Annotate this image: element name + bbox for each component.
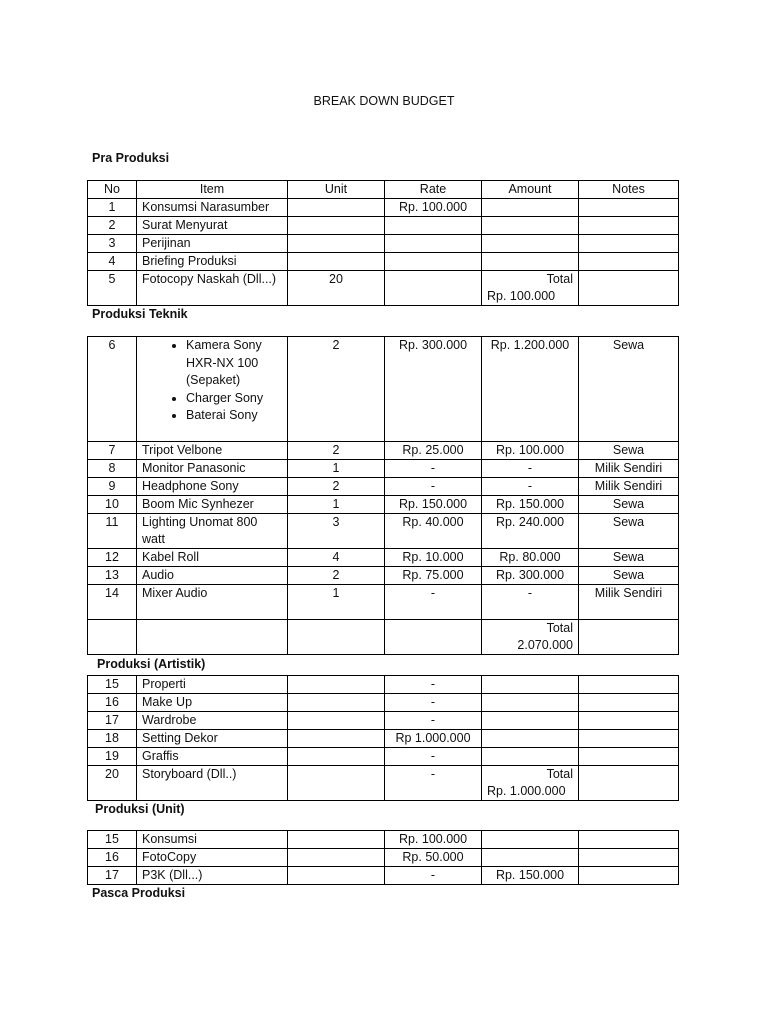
cell-amount: Rp. 240.000 bbox=[482, 514, 579, 549]
header-rate: Rate bbox=[385, 181, 482, 199]
cell-unit: 2 bbox=[288, 337, 385, 442]
equipment-list bbox=[142, 337, 282, 425]
cell-no: 1 bbox=[88, 199, 137, 217]
table-row bbox=[88, 271, 679, 306]
table-row bbox=[88, 585, 679, 620]
cell-unit bbox=[288, 253, 385, 271]
cell-notes bbox=[579, 849, 679, 867]
cell-unit bbox=[288, 849, 385, 867]
table-row bbox=[88, 337, 679, 442]
cell-no: 3 bbox=[88, 235, 137, 253]
cell-rate: - bbox=[385, 766, 482, 801]
cell-notes bbox=[579, 730, 679, 748]
table-row bbox=[88, 514, 679, 549]
cell-no: 5 bbox=[88, 271, 137, 306]
cell-item: Fotocopy Naskah (Dll...) bbox=[137, 271, 288, 306]
total-label: Total bbox=[546, 767, 573, 781]
cell-unit: 2 bbox=[288, 442, 385, 460]
cell-notes bbox=[579, 253, 679, 271]
cell-rate: Rp. 10.000 bbox=[385, 549, 482, 567]
cell-amount bbox=[482, 849, 579, 867]
cell-notes: Sewa bbox=[579, 567, 679, 585]
cell-rate: Rp. 100.000 bbox=[385, 199, 482, 217]
cell-notes: Sewa bbox=[579, 337, 679, 442]
cell-no: 12 bbox=[88, 549, 137, 567]
cell-rate: - bbox=[385, 460, 482, 478]
cell-item: Konsumsi Narasumber bbox=[137, 199, 288, 217]
header-unit: Unit bbox=[288, 181, 385, 199]
header-item: Item bbox=[137, 181, 288, 199]
cell-item: P3K (Dll...) bbox=[137, 867, 288, 885]
cell-notes bbox=[579, 271, 679, 306]
cell-no: 2 bbox=[88, 217, 137, 235]
list-item: • Baterai Sony bbox=[186, 407, 282, 425]
table-row bbox=[88, 831, 679, 849]
cell-rate: Rp. 50.000 bbox=[385, 849, 482, 867]
cell-amount bbox=[482, 676, 579, 694]
cell-notes: Milik Sendiri bbox=[579, 478, 679, 496]
cell-unit bbox=[288, 694, 385, 712]
table-row bbox=[88, 730, 679, 748]
produksi-teknik-table bbox=[87, 336, 679, 655]
header-notes: Notes bbox=[579, 181, 679, 199]
cell-rate: - bbox=[385, 867, 482, 885]
cell-amount: Rp. 150.000 bbox=[482, 496, 579, 514]
total-amount: Rp. 1.000.000 bbox=[487, 784, 566, 798]
table-row bbox=[88, 849, 679, 867]
cell-no: 16 bbox=[88, 694, 137, 712]
table-row bbox=[88, 496, 679, 514]
table-row bbox=[88, 217, 679, 235]
cell-amount: Rp. 150.000 bbox=[482, 867, 579, 885]
cell-item: Boom Mic Synhezer bbox=[137, 496, 288, 514]
section-heading-produksi-unit: Produksi (Unit) bbox=[95, 802, 185, 816]
cell-item: Wardrobe bbox=[137, 712, 288, 730]
cell-amount bbox=[482, 712, 579, 730]
cell-notes bbox=[579, 676, 679, 694]
cell-unit bbox=[288, 199, 385, 217]
cell-no: 16 bbox=[88, 849, 137, 867]
cell-no: 4 bbox=[88, 253, 137, 271]
cell-no: 10 bbox=[88, 496, 137, 514]
cell-notes bbox=[579, 831, 679, 849]
cell-no: 6 bbox=[88, 337, 137, 442]
cell-rate: - bbox=[385, 712, 482, 730]
cell-rate: - bbox=[385, 478, 482, 496]
total-label: Total bbox=[546, 621, 573, 635]
cell-no: 15 bbox=[88, 831, 137, 849]
cell-unit bbox=[288, 235, 385, 253]
produksi-artistik-table bbox=[87, 675, 679, 801]
cell-amount-total bbox=[482, 620, 579, 655]
cell-notes: Sewa bbox=[579, 514, 679, 549]
cell-amount: Rp. 300.000 bbox=[482, 567, 579, 585]
cell-no: 17 bbox=[88, 712, 137, 730]
cell-no: 17 bbox=[88, 867, 137, 885]
cell-item: Headphone Sony bbox=[137, 478, 288, 496]
table-row bbox=[88, 442, 679, 460]
cell-item: Mixer Audio bbox=[137, 585, 288, 620]
cell-item: Storyboard (Dll..) bbox=[137, 766, 288, 801]
header-no: No bbox=[88, 181, 137, 199]
cell-amount bbox=[482, 748, 579, 766]
cell-empty bbox=[88, 620, 137, 655]
cell-unit: 20 bbox=[288, 271, 385, 306]
cell-item: Audio bbox=[137, 567, 288, 585]
page-title: BREAK DOWN BUDGET bbox=[313, 94, 455, 108]
cell-amount: - bbox=[482, 585, 579, 620]
cell-unit bbox=[288, 831, 385, 849]
cell-unit: 4 bbox=[288, 549, 385, 567]
total-amount: Rp. 100.000 bbox=[487, 289, 556, 303]
cell-rate: Rp. 75.000 bbox=[385, 567, 482, 585]
cell-no: 15 bbox=[88, 676, 137, 694]
cell-empty bbox=[137, 620, 288, 655]
cell-notes bbox=[579, 748, 679, 766]
total-row bbox=[88, 620, 679, 655]
cell-amount: Rp. 80.000 bbox=[482, 549, 579, 567]
table-row bbox=[88, 235, 679, 253]
table-row bbox=[88, 567, 679, 585]
cell-item-list bbox=[137, 337, 288, 442]
cell-rate: - bbox=[385, 748, 482, 766]
cell-notes bbox=[579, 867, 679, 885]
cell-no: 8 bbox=[88, 460, 137, 478]
cell-no: 18 bbox=[88, 730, 137, 748]
cell-unit bbox=[288, 217, 385, 235]
table-row bbox=[88, 478, 679, 496]
cell-no: 20 bbox=[88, 766, 137, 801]
cell-no: 9 bbox=[88, 478, 137, 496]
cell-item: Konsumsi bbox=[137, 831, 288, 849]
cell-rate: - bbox=[385, 676, 482, 694]
section-heading-produksi-artistik: Produksi (Artistik) bbox=[97, 657, 206, 671]
cell-item: Perijinan bbox=[137, 235, 288, 253]
cell-unit: 1 bbox=[288, 460, 385, 478]
cell-item: Briefing Produksi bbox=[137, 253, 288, 271]
table-row bbox=[88, 766, 679, 801]
cell-unit bbox=[288, 712, 385, 730]
cell-item: Surat Menyurat bbox=[137, 217, 288, 235]
cell-no: 11 bbox=[88, 514, 137, 549]
cell-notes: Sewa bbox=[579, 442, 679, 460]
table-row bbox=[88, 676, 679, 694]
cell-rate: Rp 1.000.000 bbox=[385, 730, 482, 748]
cell-notes bbox=[579, 694, 679, 712]
cell-item: Kabel Roll bbox=[137, 549, 288, 567]
list-item: • Kamera Sony HXR-NX 100 (Sepaket) bbox=[186, 337, 282, 390]
cell-rate: - bbox=[385, 694, 482, 712]
pra-produksi-table bbox=[87, 180, 679, 306]
cell-rate bbox=[385, 235, 482, 253]
cell-item: Properti bbox=[137, 676, 288, 694]
total-amount: 2.070.000 bbox=[517, 638, 573, 652]
cell-unit bbox=[288, 730, 385, 748]
section-heading-pra-produksi: Pra Produksi bbox=[92, 151, 170, 165]
cell-no: 19 bbox=[88, 748, 137, 766]
cell-notes: Sewa bbox=[579, 549, 679, 567]
cell-amount: Rp. 100.000 bbox=[482, 442, 579, 460]
cell-rate: Rp. 300.000 bbox=[385, 337, 482, 442]
cell-rate: Rp. 100.000 bbox=[385, 831, 482, 849]
cell-amount bbox=[482, 217, 579, 235]
cell-amount-total bbox=[482, 766, 579, 801]
table-row bbox=[88, 712, 679, 730]
cell-no: 7 bbox=[88, 442, 137, 460]
table-row bbox=[88, 199, 679, 217]
header-row bbox=[88, 181, 679, 199]
cell-amount bbox=[482, 253, 579, 271]
cell-empty bbox=[385, 620, 482, 655]
cell-amount: Rp. 1.200.000 bbox=[482, 337, 579, 442]
cell-item: Monitor Panasonic bbox=[137, 460, 288, 478]
cell-amount-total bbox=[482, 271, 579, 306]
table-row bbox=[88, 748, 679, 766]
cell-item: Tripot Velbone bbox=[137, 442, 288, 460]
cell-notes bbox=[579, 199, 679, 217]
cell-unit bbox=[288, 867, 385, 885]
cell-notes bbox=[579, 235, 679, 253]
cell-notes: Sewa bbox=[579, 496, 679, 514]
section-heading-pasca-produksi: Pasca Produksi bbox=[92, 886, 186, 900]
cell-unit bbox=[288, 676, 385, 694]
cell-notes bbox=[579, 217, 679, 235]
cell-item: Make Up bbox=[137, 694, 288, 712]
cell-notes bbox=[579, 712, 679, 730]
cell-rate: Rp. 25.000 bbox=[385, 442, 482, 460]
produksi-unit-table bbox=[87, 830, 679, 885]
cell-notes bbox=[579, 766, 679, 801]
cell-rate bbox=[385, 217, 482, 235]
table-row bbox=[88, 867, 679, 885]
table-row bbox=[88, 253, 679, 271]
cell-amount: - bbox=[482, 478, 579, 496]
cell-notes: Milik Sendiri bbox=[579, 460, 679, 478]
section-heading-produksi-teknik: Produksi Teknik bbox=[92, 307, 188, 321]
cell-item: FotoCopy bbox=[137, 849, 288, 867]
cell-rate: - bbox=[385, 585, 482, 620]
cell-empty bbox=[288, 620, 385, 655]
table-row bbox=[88, 694, 679, 712]
cell-rate bbox=[385, 271, 482, 306]
cell-no: 13 bbox=[88, 567, 137, 585]
cell-rate: Rp. 40.000 bbox=[385, 514, 482, 549]
cell-item: Setting Dekor bbox=[137, 730, 288, 748]
table-row bbox=[88, 549, 679, 567]
total-label: Total bbox=[546, 272, 573, 286]
cell-no: 14 bbox=[88, 585, 137, 620]
header-amount: Amount bbox=[482, 181, 579, 199]
cell-amount bbox=[482, 730, 579, 748]
list-item: • Charger Sony bbox=[186, 390, 282, 408]
cell-unit: 3 bbox=[288, 514, 385, 549]
cell-rate bbox=[385, 253, 482, 271]
cell-rate: Rp. 150.000 bbox=[385, 496, 482, 514]
cell-unit: 1 bbox=[288, 496, 385, 514]
cell-item: Graffis bbox=[137, 748, 288, 766]
cell-notes: Milik Sendiri bbox=[579, 585, 679, 620]
cell-unit: 2 bbox=[288, 567, 385, 585]
cell-amount bbox=[482, 199, 579, 217]
table-row bbox=[88, 460, 679, 478]
cell-item: Lighting Unomat 800 watt bbox=[137, 514, 288, 549]
cell-amount: - bbox=[482, 460, 579, 478]
cell-unit bbox=[288, 748, 385, 766]
cell-amount bbox=[482, 831, 579, 849]
cell-amount bbox=[482, 235, 579, 253]
cell-unit: 1 bbox=[288, 585, 385, 620]
cell-unit bbox=[288, 766, 385, 801]
cell-amount bbox=[482, 694, 579, 712]
cell-empty bbox=[579, 620, 679, 655]
cell-unit: 2 bbox=[288, 478, 385, 496]
